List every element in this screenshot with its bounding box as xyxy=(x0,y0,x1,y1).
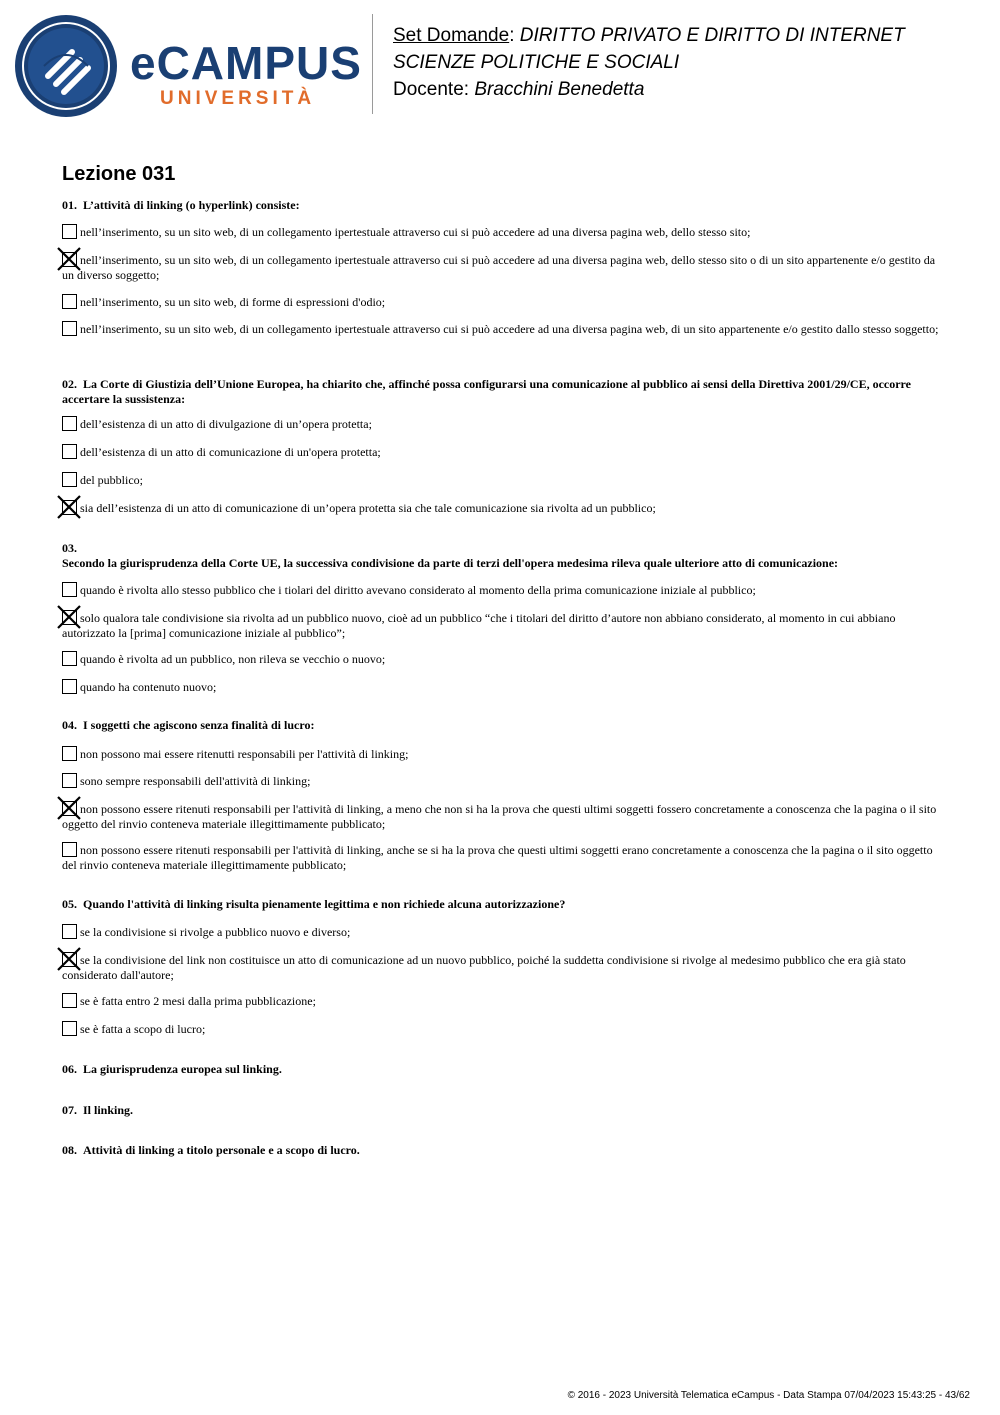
answer-option xyxy=(62,679,942,695)
cross-mark-icon xyxy=(57,947,81,971)
checkbox[interactable] xyxy=(62,416,77,431)
answer-option xyxy=(62,252,942,283)
cross-mark-icon xyxy=(57,605,81,629)
set-title: DIRITTO PRIVATO E DIRITTO DI INTERNET xyxy=(519,25,905,46)
question-text: I soggetti che agiscono senza finalità di lucro: xyxy=(83,718,315,732)
answer-text: dell’esistenza di un atto di comunicazione di un'opera protetta; xyxy=(80,445,381,459)
question-text: Attività di linking a titolo personale e a scopo di lucro. xyxy=(83,1143,360,1157)
answer-text: quando ha contenuto nuovo; xyxy=(80,680,217,694)
checkbox[interactable] xyxy=(62,444,77,459)
page-header xyxy=(0,0,1000,130)
answer-text: nell’inserimento, su un sito web, di un collegamento ipertestuale attraverso cui si può accedere ad una diversa pagina web, di un sito appartenente e/o gestito dallo stesso soggetto; xyxy=(80,322,939,336)
checked-checkbox[interactable] xyxy=(62,801,77,816)
answer-option xyxy=(62,416,942,432)
docente-line xyxy=(393,76,905,103)
answer-option xyxy=(62,924,942,940)
question-1 xyxy=(62,198,942,213)
checkbox[interactable] xyxy=(62,773,77,788)
question-text: Il linking. xyxy=(83,1103,134,1117)
header-info xyxy=(393,22,905,103)
checkbox[interactable] xyxy=(62,1021,77,1036)
checkbox[interactable] xyxy=(62,679,77,694)
set-line: Set Domande: DIRITTO PRIVATO E DIRITTO DI INTERNET xyxy=(393,25,905,46)
answer-text: del pubblico; xyxy=(80,473,143,487)
universita-wordmark: UNIVERSITÀ xyxy=(160,88,316,109)
question-number: 06. xyxy=(62,1062,77,1076)
question-text: Quando l'attività di linking risulta pienamente legittima e non richiede alcuna autorizzazione? xyxy=(83,897,566,911)
answer-text: se è fatta a scopo di lucro; xyxy=(80,1022,206,1036)
answer-option xyxy=(62,746,942,762)
docente-label: Docente: xyxy=(393,79,470,100)
answer-option xyxy=(62,1021,942,1037)
answer-text: quando è rivolta ad un pubblico, non rileva se vecchio o nuovo; xyxy=(80,652,386,666)
ecampus-seal-logo xyxy=(14,14,118,118)
checkbox[interactable] xyxy=(62,651,77,666)
question-text: L’attività di linking (o hyperlink) consiste: xyxy=(83,198,300,212)
answer-option xyxy=(62,773,942,789)
checkbox[interactable] xyxy=(62,993,77,1008)
set-label: Set Domande xyxy=(393,25,510,46)
question-text: La Corte di Giustizia dell’Unione Europea, ha chiarito che, affinché possa configurarsi una comunicazione al pubblico ai sensi della Direttiva 2001/29/CE, occorre accertare la sussistenza: xyxy=(62,377,911,406)
checkbox[interactable] xyxy=(62,224,77,239)
checked-checkbox[interactable] xyxy=(62,500,77,515)
checkbox[interactable] xyxy=(62,582,77,597)
checkbox[interactable] xyxy=(62,924,77,939)
answer-text: nell’inserimento, su un sito web, di un collegamento ipertestuale attraverso cui si può accedere ad una diversa pagina web, dello stesso sito o di un sito appartenente e/o gestito da un diverso soggetto; xyxy=(62,253,936,282)
faculty-name: SCIENZE POLITICHE E SOCIALI xyxy=(393,52,680,73)
question-5 xyxy=(62,897,942,912)
answer-option xyxy=(62,610,942,641)
answer-text: non possono essere ritenuti responsabili per l'attività di linking, a meno che non si ha la prova che questi ultimi soggetti fossero concretamente a conoscenza che la pagina o il sito oggetto del rinvio conteneva materiale illegittimamente pubblicato; xyxy=(62,802,937,831)
question-number: 08. xyxy=(62,1143,77,1157)
answer-text: non possono essere ritenuti responsabili per l'attività di linking, anche se si ha la prova che questi ultimi soggetti erano concretamente a conoscenza che la pagina o il sito oggetto del rinvio conteneva materiale illegittimamente pubblicato; xyxy=(62,843,933,872)
question-6 xyxy=(62,1062,942,1077)
answer-option xyxy=(62,952,942,983)
question-text: La giurisprudenza europea sul linking. xyxy=(83,1062,282,1076)
checkbox[interactable] xyxy=(62,294,77,309)
answer-option xyxy=(62,993,942,1009)
answer-option xyxy=(62,801,942,832)
question-8 xyxy=(62,1143,942,1158)
cross-mark-icon xyxy=(57,247,81,271)
answer-option xyxy=(62,294,942,310)
checkbox[interactable] xyxy=(62,472,77,487)
cross-mark-icon xyxy=(57,495,81,519)
header-divider xyxy=(372,14,373,114)
question-number: 05. xyxy=(62,897,77,911)
answer-text: nell’inserimento, su un sito web, di forme di espressioni d'odio; xyxy=(80,295,386,309)
lesson-title: Lezione 031 xyxy=(62,163,176,185)
question-number: 03. xyxy=(62,541,77,555)
answer-text: sia dell’esistenza di un atto di comunicazione di un’opera protetta sia che tale comunicazione sia rivolta ad un pubblico; xyxy=(80,501,656,515)
docente-name: Bracchini Benedetta xyxy=(474,79,645,100)
cross-mark-icon xyxy=(57,796,81,820)
answer-option xyxy=(62,224,942,240)
question-3 xyxy=(62,541,942,571)
checked-checkbox[interactable] xyxy=(62,610,77,625)
answer-text: solo qualora tale condivisione sia rivolta ad un pubblico nuovo, cioè ad un pubblico “che i titolari del diritto d’autore non abbiano considerato, al momento in cui abbiano autorizzato la [prima] comunicazione iniziale al pubblico”; xyxy=(62,611,896,640)
checkbox[interactable] xyxy=(62,746,77,761)
answer-text: sono sempre responsabili dell'attività di linking; xyxy=(80,774,311,788)
answer-option xyxy=(62,842,942,873)
question-7 xyxy=(62,1103,942,1118)
answer-option xyxy=(62,500,942,516)
question-number: 01. xyxy=(62,198,77,212)
answer-text: nell’inserimento, su un sito web, di un collegamento ipertestuale attraverso cui si può accedere ad una diversa pagina web, dello stesso sito; xyxy=(80,225,751,239)
question-4 xyxy=(62,718,942,733)
answer-option xyxy=(62,444,942,460)
answer-option xyxy=(62,472,942,488)
answer-option xyxy=(62,582,942,598)
ecampus-wordmark: eCAMPUS xyxy=(130,37,362,89)
page-footer: © 2016 - 2023 Università Telematica eCampus - Data Stampa 07/04/2023 15:43:25 - 43/62 xyxy=(567,1390,970,1401)
answer-text: dell’esistenza di un atto di divulgazione di un’opera protetta; xyxy=(80,417,372,431)
question-number: 02. xyxy=(62,377,77,391)
answer-option xyxy=(62,651,942,667)
checkbox[interactable] xyxy=(62,842,77,857)
answer-text: se la condivisione del link non costituisce un atto di comunicazione ad un nuovo pubblico, poiché la suddetta condivisione si rivolge al medesimo pubblico che era già stato considerato dall'autore; xyxy=(62,953,906,982)
answer-text: quando è rivolta allo stesso pubblico che i tiolari del diritto avevano considerato al momento della prima comunicazione iniziale al pubblico; xyxy=(80,583,756,597)
answer-text: se è fatta entro 2 mesi dalla prima pubblicazione; xyxy=(80,994,316,1008)
faculty-line xyxy=(393,49,905,76)
question-2 xyxy=(62,377,942,407)
answer-option xyxy=(62,321,942,337)
checked-checkbox[interactable] xyxy=(62,952,77,967)
question-number: 07. xyxy=(62,1103,77,1117)
checked-checkbox[interactable] xyxy=(62,252,77,267)
question-number: 04. xyxy=(62,718,77,732)
checkbox[interactable] xyxy=(62,321,77,336)
question-text: Secondo la giurisprudenza della Corte UE, la successiva condivisione da parte di terzi dell'opera medesima rileva quale ulteriore atto di comunicazione: xyxy=(62,556,839,570)
answer-text: non possono mai essere ritenutti responsabili per l'attività di linking; xyxy=(80,747,409,761)
answer-text: se la condivisione si rivolge a pubblico nuovo e diverso; xyxy=(80,925,351,939)
